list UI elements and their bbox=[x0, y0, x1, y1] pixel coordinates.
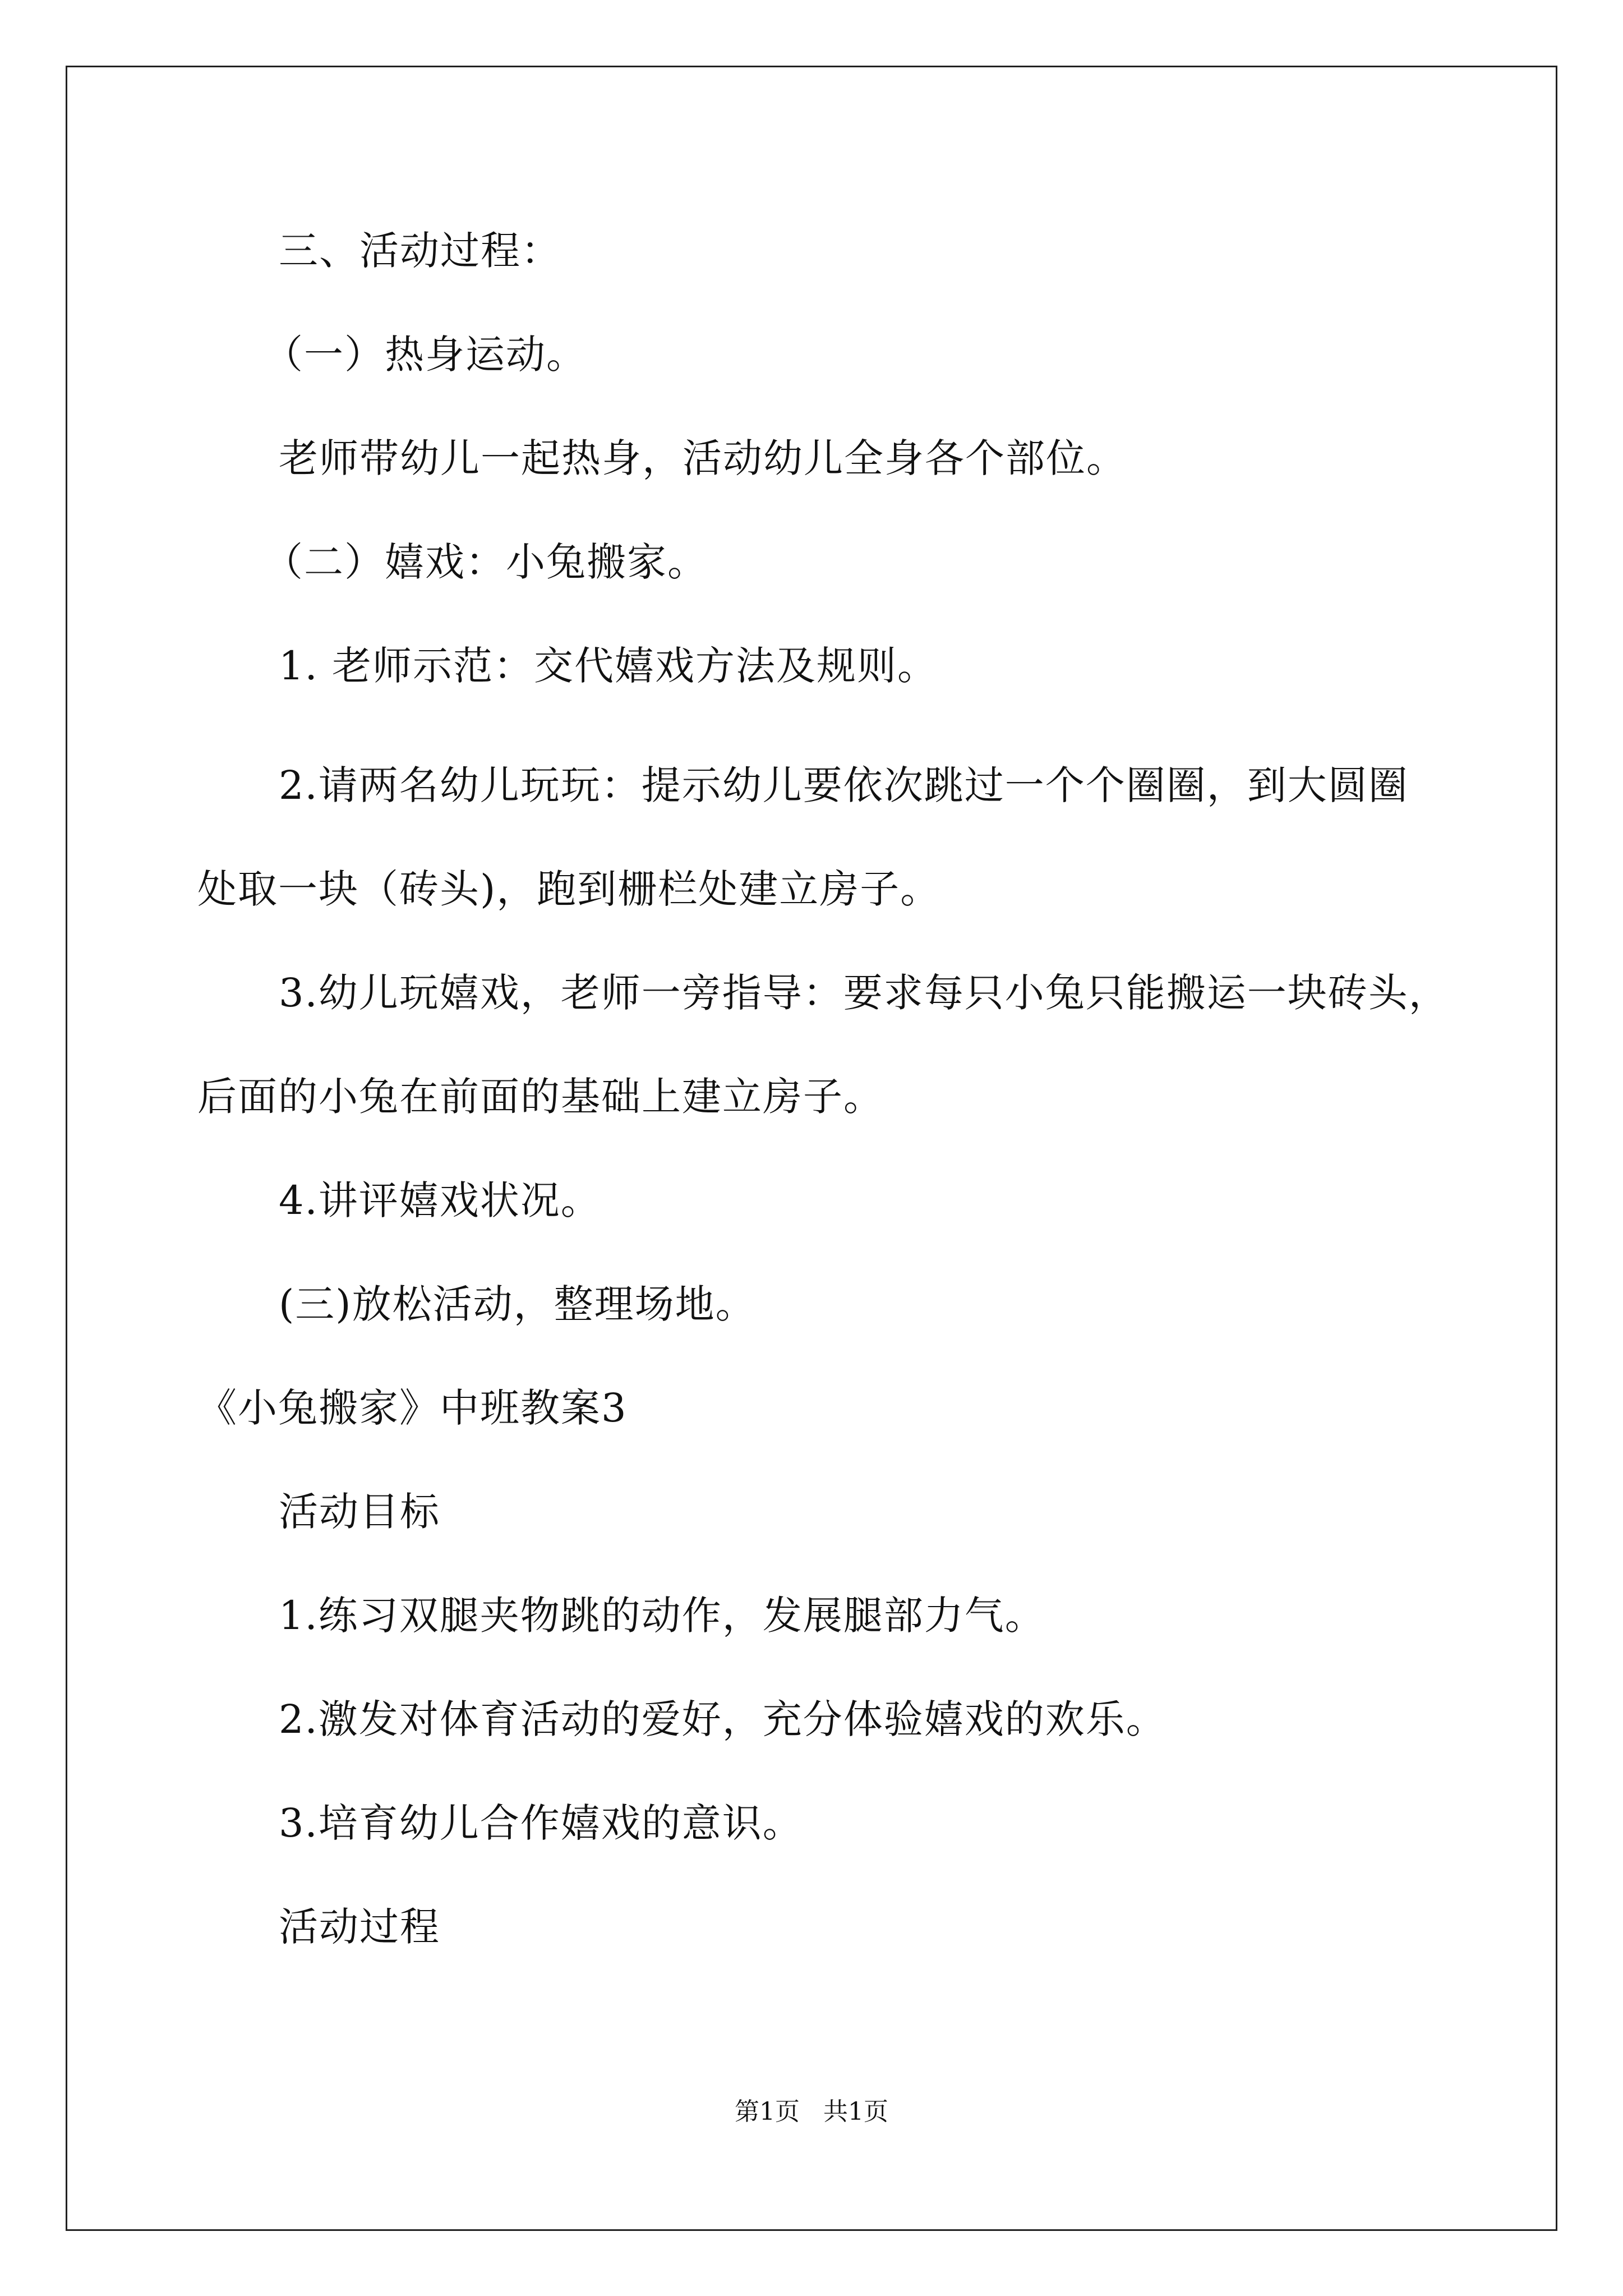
step-heading-relax: (三)放松活动，整理场地。 bbox=[279, 1281, 756, 1327]
list-item-2: 2.请两名幼儿玩玩：提示幼儿要依次跳过一个个圈圈，到大圆圈 bbox=[279, 762, 1409, 808]
lesson-title: 《小兔搬家》中班教案3 bbox=[197, 1385, 628, 1431]
list-item-3-continued: 后面的小兔在前面的基础上建立房子。 bbox=[197, 1074, 884, 1120]
list-item-2-continued: 处取一块（砖头)，跑到栅栏处建立房子。 bbox=[197, 866, 941, 912]
paragraph-warmup: 老师带幼儿一起热身，活动幼儿全身各个部位。 bbox=[279, 435, 1127, 481]
step-heading-warmup: （一）热身运动。 bbox=[264, 332, 587, 378]
list-item-3: 3.幼儿玩嬉戏，老师一旁指导：要求每只小兔只能搬运一块砖头， bbox=[279, 970, 1449, 1016]
step-heading-game: （二）嬉戏：小兔搬家。 bbox=[264, 539, 708, 585]
list-item-4: 4.讲评嬉戏状况。 bbox=[279, 1177, 601, 1223]
section-heading-process-2: 活动过程 bbox=[279, 1904, 440, 1950]
page-footer: 第1页 共1页 bbox=[735, 2097, 888, 2126]
list-item-1: 1. 老师示范：交代嬉戏方法及规则。 bbox=[279, 643, 938, 689]
goal-item-2: 2.激发对体育活动的爱好，充分体验嬉戏的欢乐。 bbox=[279, 1696, 1166, 1742]
section-heading-process: 三、活动过程： bbox=[279, 228, 561, 274]
goal-item-1: 1.练习双腿夹物跳的动作，发展腿部力气。 bbox=[279, 1593, 1045, 1639]
section-heading-goals: 活动目标 bbox=[279, 1489, 440, 1535]
goal-item-3: 3.培育幼儿合作嬉戏的意识。 bbox=[279, 1800, 803, 1846]
